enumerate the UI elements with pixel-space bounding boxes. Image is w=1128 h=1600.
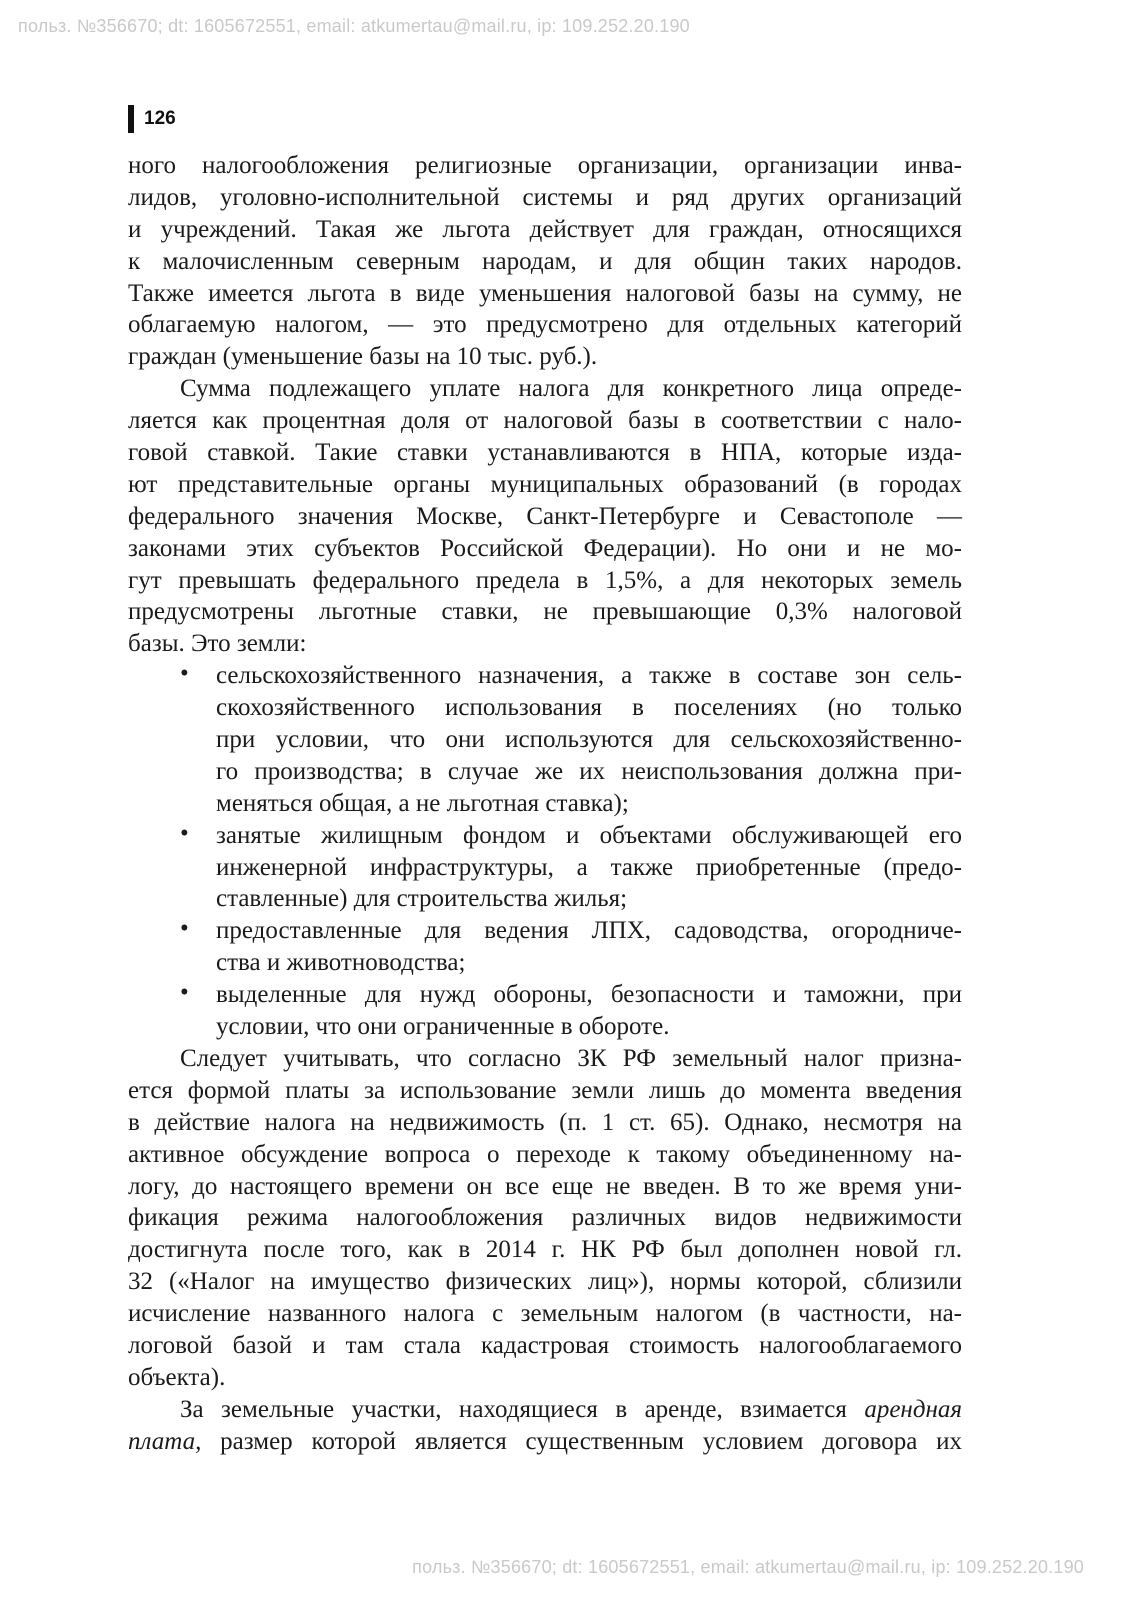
text-line: предусмотрены льготные ставки, не превышающие 0,3% налоговой: [128, 598, 962, 626]
text-line: логовой базой и там стала кадастровая стоимость налогооблагаемого: [128, 1331, 962, 1359]
text-line: граждан (уменьшение базы на 10 тыс. руб.).: [128, 343, 598, 371]
page-number: 126: [144, 108, 176, 129]
bullet-icon: •: [180, 660, 189, 688]
list-item: [128, 979, 962, 1011]
text-line: достигнута после того, как в 2014 г. НК РФ был дополнен новой гл.: [128, 1236, 962, 1264]
text-line: ется формой платы за использование земли лишь до момента введения: [128, 1076, 962, 1104]
text-line: ставленные) для строительства жилья;: [216, 885, 628, 913]
italic-term: арендная: [864, 1395, 962, 1423]
text-line: объекта).: [128, 1363, 226, 1391]
text-line: активное обсуждение вопроса о переходе к такому объединенному на-: [128, 1140, 962, 1168]
text-line: скохозяйственного использования в поселениях (но только: [216, 694, 962, 722]
text-line: ют представительные органы муниципальных образований (в городах: [128, 470, 962, 498]
text-line: выделенные для нужд обороны, безопасности и таможни, при: [216, 981, 962, 1009]
text-span: За земельные участки, находящиеся в аренде, взимается: [180, 1395, 865, 1423]
text-line: [128, 1426, 962, 1458]
text-line: ства и животноводства;: [216, 949, 466, 977]
list-item: [128, 820, 962, 852]
text-line: базы. Это земли:: [128, 630, 307, 658]
text-line: и учреждений. Такая же льгота действует для граждан, относящихся: [128, 215, 962, 243]
text-line: исчисление названного налога с земельным налогом (в частности, на-: [128, 1300, 962, 1328]
bullet-icon: •: [180, 819, 189, 847]
text-span: размер которой является существенным условием договора их: [201, 1427, 962, 1455]
text-line: федерального значения Москве, Санкт-Петербурге и Севастополе —: [128, 502, 962, 530]
text-line: инженерной инфраструктуры, а также приобретенные (предо-: [216, 853, 962, 881]
text-line: при условии, что они используются для сельскохозяйственно-: [216, 726, 962, 754]
text-line: законами этих субъектов Российской Федерации). Но они и не мо-: [128, 534, 962, 562]
page-marker-bar: [128, 105, 134, 133]
text-line: [128, 1394, 962, 1426]
italic-term: плата,: [128, 1427, 202, 1455]
text-line: занятые жилищным фондом и объектами обслуживающей его: [216, 821, 962, 849]
text-line: меняться общая, а не льготная ставка);: [216, 789, 629, 817]
text-line: Сумма подлежащего уплате налога для конкретного лица опреде-: [180, 375, 962, 403]
text-line: говой ставкой. Такие ставки устанавливаются в НПА, которые изда-: [128, 439, 962, 467]
text-line: в действие налога на недвижимость (п. 1 ст. 65). Однако, несмотря на: [128, 1108, 962, 1136]
text-line: сельскохозяйственного назначения, а также в составе зон сель-: [216, 662, 962, 690]
list-item: [128, 915, 962, 947]
text-line: облагаемую налогом, — это предусмотрено для отдельных категорий: [128, 311, 962, 339]
text-line: Следует учитывать, что согласно ЗК РФ земельный налог призна-: [180, 1044, 962, 1072]
watermark-bottom: польз. №356670; dt: 1605672551, email: atkumertau@mail.ru, ip: 109.252.20.190: [412, 1557, 1084, 1577]
text-line: лидов, уголовно-исполнительной системы и ряд других организаций: [128, 183, 962, 211]
text-line: Также имеется льгота в виде уменьшения налоговой базы на сумму, не: [128, 279, 962, 307]
bullet-icon: •: [180, 915, 189, 943]
text-line: гут превышать федерального предела в 1,5%, а для некоторых земель: [128, 566, 962, 594]
text-line: к малочисленным северным народам, и для общин таких народов.: [128, 247, 962, 275]
list-item: [128, 660, 962, 692]
text-line: ного налогообложения религиозные организации, организации инва-: [128, 152, 962, 179]
text-line: ляется как процентная доля от налоговой базы в соответствии с нало-: [128, 407, 962, 435]
page-header: [128, 104, 176, 134]
watermark-top: польз. №356670; dt: 1605672551, email: atkumertau@mail.ru, ip: 109.252.20.190: [18, 16, 690, 36]
text-line: го производства; в случае же их неиспользования должна при-: [216, 757, 962, 785]
text-line: предоставленные для ведения ЛПХ, садоводства, огородниче-: [216, 917, 962, 945]
body-text: [128, 150, 962, 1458]
text-line: 32 («Налог на имущество физических лиц»), нормы которой, сблизили: [128, 1268, 962, 1296]
text-line: логу, до настоящего времени он все еще не введен. В то же время уни-: [128, 1172, 962, 1200]
text-line: условии, что они ограниченные в обороте.: [216, 1013, 670, 1041]
bullet-icon: •: [180, 979, 189, 1007]
text-line: фикация режима налогообложения различных видов недвижимости: [128, 1204, 962, 1232]
